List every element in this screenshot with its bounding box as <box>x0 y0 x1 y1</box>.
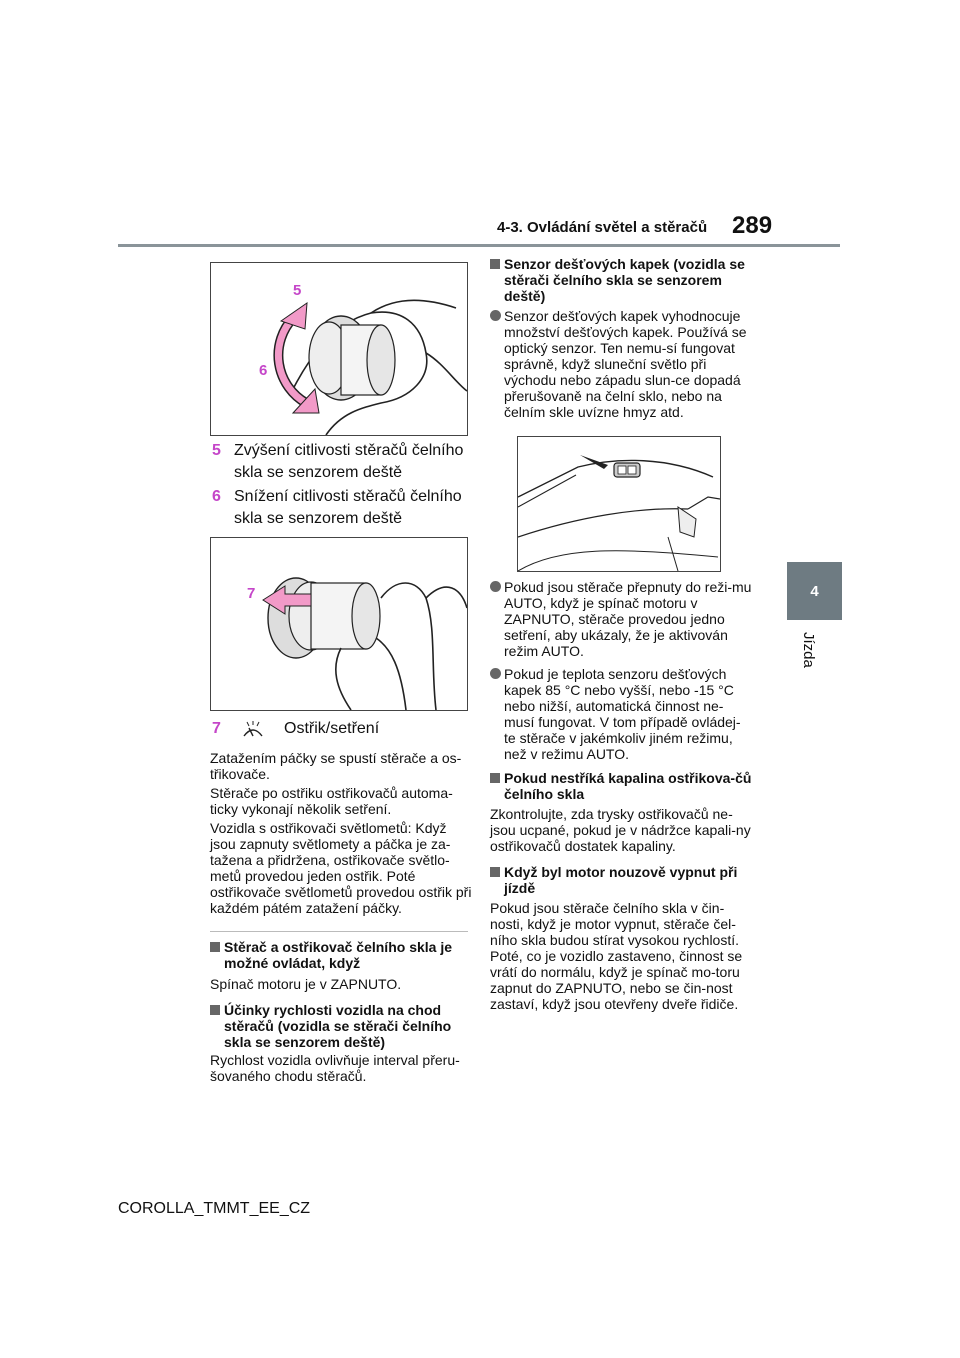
windshield-sensor-illustration <box>518 437 720 571</box>
washer-icon <box>242 720 264 740</box>
item-5-text: Zvýšení citlivosti stěračů čelního skla se senzorem deště <box>234 442 464 481</box>
paragraph-auto-wipes: Stěrače po ostřiku ostřikovačů automa-ticky vykonají několik setření. <box>210 785 453 817</box>
circle-bullet-icon <box>490 668 501 679</box>
chapter-label: Jízda <box>800 632 817 668</box>
item-7-number: 7 <box>212 720 221 737</box>
callout-6: 6 <box>259 362 268 379</box>
paragraph-headlight-washers: Vozidla s ostřikovači světlometů: Když jsou zapnuty světlomety a páčka je za-tažena a přidržena, ostřikovače světlo-metů provedou jeden ostřik. Poté ostřikovače světlometů provedou ostřik při každém pátém zatažení páčky. <box>210 820 472 916</box>
wiper-lever-pull-illustration <box>211 538 467 710</box>
item-5-number: 5 <box>212 442 221 459</box>
item-6-text: Snížení citlivosti stěračů čelního skla se senzorem deště <box>234 488 462 527</box>
square-bullet-icon <box>490 867 500 877</box>
circle-bullet-icon <box>490 581 501 592</box>
item-7-text: Ostřik/setření <box>284 720 380 737</box>
paragraph-emergency-wipers: Pokud jsou stěrače čelního skla v čin-nosti, když je motor vypnut, stěrače čel-ního skla budou stírat vysokou rychlostí. Poté, co je vozidlo zastaveno, činnost se vrátí do normálu, když je spínač mo-toru zapnut do ZAPNUTO, nebo se čin-nost zastaví, když jsou otevřeny dveře řidiče. <box>490 900 743 1012</box>
paragraph-check-nozzles: Zkontrolujte, zda trysky ostřikovačů ne-jsou ucpané, pokud je v nádržce kapali-ny ostřikovačů dostatek kapaliny. <box>490 806 751 854</box>
header-rule <box>118 244 840 247</box>
callout-5: 5 <box>293 282 302 299</box>
paragraph-speed-interval: Rychlost vozidla ovlivňuje interval přeru-šovaného chodu stěračů. <box>210 1052 460 1084</box>
item-6 <box>212 486 480 530</box>
item-5 <box>212 440 480 484</box>
callout-7: 7 <box>247 585 256 602</box>
paragraph-engine-switch-on: Spínač motoru je v ZAPNUTO. <box>210 976 402 992</box>
section-title: 4-3. Ovládání světel a stěračů <box>497 219 708 236</box>
paragraph-pull-lever: Zatažením páčky se spustí stěrače a os-třikovače. <box>210 750 462 782</box>
square-bullet-icon <box>210 1005 220 1015</box>
square-bullet-icon <box>490 259 500 269</box>
figure-wiper-sensitivity <box>210 262 468 436</box>
square-bullet-icon <box>210 942 220 952</box>
square-bullet-icon <box>490 773 500 783</box>
circle-bullet-icon <box>490 310 501 321</box>
chapter-tab: 4 <box>787 562 842 620</box>
item-7 <box>212 718 480 740</box>
document-code: COROLLA_TMMT_EE_CZ <box>118 1200 311 1217</box>
item-6-number: 6 <box>212 488 221 505</box>
section-separator <box>210 931 468 932</box>
figure-rain-sensor-location <box>517 436 721 572</box>
wiper-lever-dial-illustration <box>211 263 467 435</box>
figure-washer <box>210 537 468 711</box>
page-number: 289 <box>732 212 773 239</box>
